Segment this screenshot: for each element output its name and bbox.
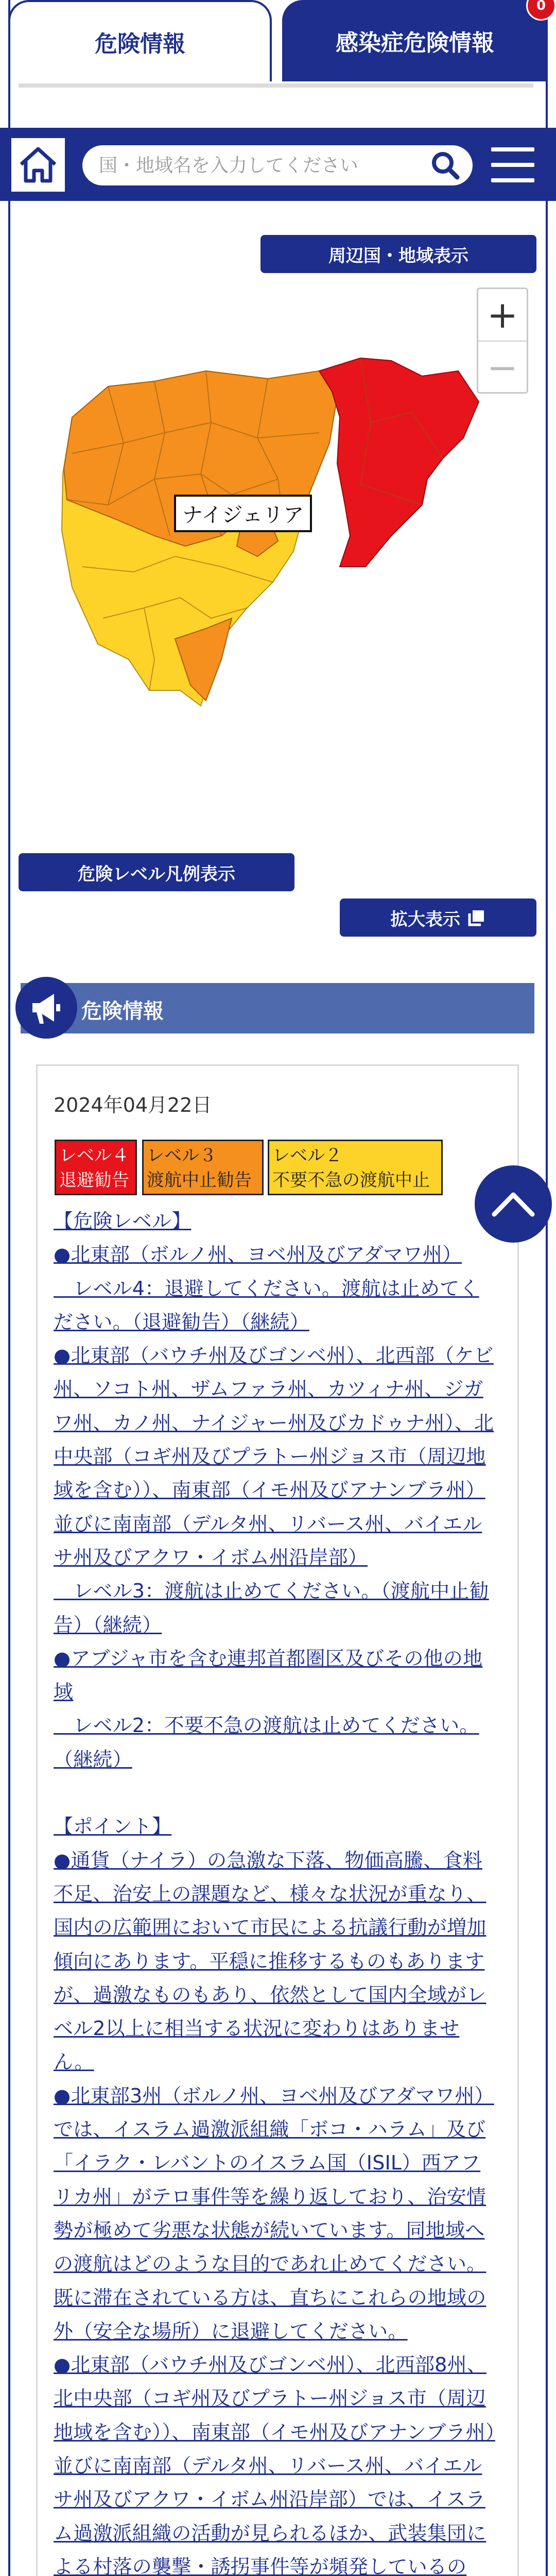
level3-desc: 渡航中止勧告 xyxy=(147,1170,252,1191)
region-level4[interactable] xyxy=(319,358,479,567)
home-button[interactable] xyxy=(11,138,65,192)
level3-label: レベル３ xyxy=(147,1145,217,1166)
level2-desc: 不要不急の渡航中止 xyxy=(272,1170,430,1191)
level2-label: レベル２ xyxy=(272,1145,342,1166)
external-window-icon xyxy=(467,908,486,927)
tab-infection-label: 感染症危険情報 xyxy=(336,30,494,56)
level2-chip xyxy=(268,1140,443,1195)
header-bar xyxy=(0,128,556,201)
megaphone-icon xyxy=(27,989,65,1027)
tab-danger-label: 危険情報 xyxy=(95,31,185,57)
level4-desc: 退避勧告 xyxy=(59,1170,129,1191)
search-box xyxy=(82,145,473,185)
search-button[interactable] xyxy=(429,149,461,181)
level4-label: レベル４ xyxy=(59,1145,129,1166)
tab-danger-info[interactable] xyxy=(8,0,272,81)
info-date: 2024年04月22日 xyxy=(54,1094,212,1116)
chevron-up-icon xyxy=(490,1189,536,1219)
search-icon xyxy=(430,150,460,180)
menu-button[interactable] xyxy=(487,142,538,189)
search-input[interactable] xyxy=(99,145,418,185)
notification-badge: 0 xyxy=(526,0,556,21)
legend-button[interactable] xyxy=(19,853,294,891)
enlarge-button-label: 拡大表示 xyxy=(390,909,460,930)
level3-chip xyxy=(142,1140,264,1195)
level4-chip xyxy=(55,1140,137,1195)
menu-icon-bar xyxy=(491,178,534,182)
legend-button-label: 危険レベル凡例表示 xyxy=(78,863,235,885)
danger-info-body-link[interactable]: 【危険レベル】 ●北東部（ボルノ州、ヨベ州及びアダマワ州） レベル4：退避してください。渡航は止めてください。（退避勧告）（継続） ●北東部（バウチ州及びゴンベ州）、北西部（ケビ州、ソコト州、ザムファラ州、カツィナ州、ジガワ州、カノ州、ナイジャー州及びカドゥナ州）、北中央部（コギ州及びプラトー州ジョス市（周辺地域を含む））、南東部（イモ州及びアナンブラ州）並びに南南部（デルタ州、リバース州、バイエルサ州及びアクワ・イボム州沿岸部） レベル3：渡航は止めてください。（渡航中止勧告）（継続） ●アブジャ市を含む連邦首都圏区及びその他の地域 レベル2：不要不急の渡航は止めてください。（継続） 【ポイント】 ●通貨（ナイラ）の急激な下落、物価高騰、食料不足、治安上の課題など、様々な状況が重なり、国内の広範囲において市民による抗議行動が増加傾向にあります。平穏に推移するものもありますが、過激なものもあり、依然として国内全域がレベル2以上に相当する状況に変わりはありません。 ●北東部3州（ボルノ州、ヨベ州及びアダマワ州）では、イスラム過激派組織「ボコ・ハラム」及び「イラク・レバントのイスラム国（ISIL）西アフリカ州」がテロ事件等を繰り返しており、治安情勢が極めて劣悪な状態が続いています。同地域への渡航はどのような目的であれ止めてください。既に滞在されている方は、直ちにこれらの地域の外（安全な場所）に退避してください。 ●北東部（バウチ州及びゴンベ州）、北西部8州、北中央部（コギ州及びプラトー州ジョス市（周辺地域を含む））、南東部（イモ州及びアナンブラ州）並びに南南部（デルタ州、リバース州、バイエルサ州及びアクワ・イボム州沿岸部）では、イスラム過激派組織の活動が見られるほか、武装集団による村落の襲撃・誘拐事件等が頻発しているの xyxy=(54,1210,495,2576)
tab-infection-info[interactable] xyxy=(282,0,548,81)
zoom-in-button[interactable]: + xyxy=(486,293,518,336)
neighbors-button-label: 周辺国・地域表示 xyxy=(328,245,468,266)
menu-icon xyxy=(491,147,534,151)
enlarge-button[interactable] xyxy=(340,899,536,937)
section-title: 危険情報 xyxy=(81,999,164,1023)
neighbors-button[interactable] xyxy=(260,235,536,273)
country-label: ナイジェリア xyxy=(174,495,312,532)
section-icon-circle xyxy=(15,977,77,1039)
home-icon xyxy=(18,146,58,184)
menu-icon-bar xyxy=(491,163,534,167)
tab-divider xyxy=(19,83,533,88)
zoom-out-button[interactable]: − xyxy=(478,341,527,393)
